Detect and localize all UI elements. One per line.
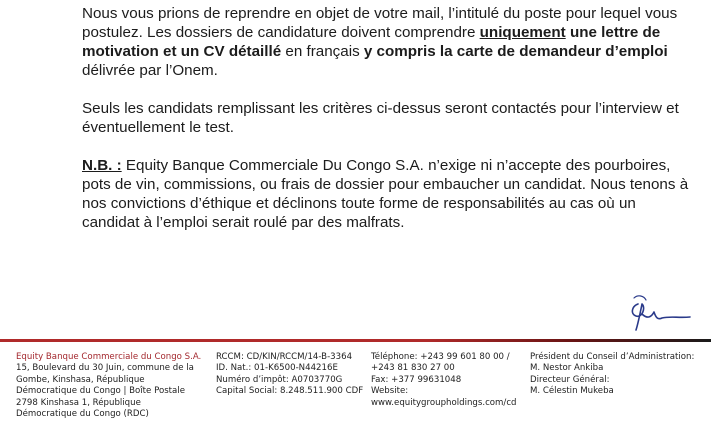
registration-line: RCCM: CD/KIN/RCCM/14-B-3364 <box>216 352 353 362</box>
paragraph-selection-notice: Seuls les candidats remplissant les critères ci-dessus seront contactés pour l’interview et éventuellement le test. <box>82 100 679 136</box>
website-link[interactable]: www.equitygroupholdings.com/cd <box>371 397 517 408</box>
signature-icon <box>624 290 694 334</box>
registration-line: Numéro d’impôt: A0703770G <box>216 374 343 385</box>
letter-body <box>82 4 694 251</box>
text-span: délivrée par l’Onem. <box>82 62 218 79</box>
management-line: Président du Conseil d’Administration: <box>530 352 695 362</box>
contact-line: Téléphone: +243 99 601 80 00 / <box>371 352 510 362</box>
address-line: Démocratique du Congo (RDC) <box>16 409 149 420</box>
address-line: Démocratique du Congo | Boîte Postale <box>16 386 185 397</box>
emphasis-job-seeker-card: y compris la carte de demandeur d’emploi <box>363 43 668 60</box>
footer-address <box>16 352 206 420</box>
contact-line: +243 81 830 27 00 <box>371 363 455 374</box>
company-name: Equity Banque Commerciale du Congo S.A. <box>16 352 202 362</box>
paragraph-application-instructions <box>82 4 694 80</box>
contact-line: Fax: +377 99631048 <box>371 374 462 385</box>
emphasis-uniquement: uniquement <box>479 24 566 41</box>
footer-management <box>530 352 708 398</box>
text-span: Nous vous prions de reprendre en objet de votre mail, l’intitulé du poste pour lequel vous postulez. Les dossiers de candidature doivent comprendre <box>82 5 678 41</box>
nb-label: N.B. : <box>82 157 122 174</box>
registration-line: ID. Nat.: 01-K6500-N44216E <box>216 363 338 374</box>
paragraph-nb-notice <box>82 156 694 232</box>
footer-divider <box>0 339 711 342</box>
footer-contact <box>371 352 521 409</box>
management-line: M. Nestor Ankiba <box>530 363 604 374</box>
contact-line: Website: <box>371 386 409 397</box>
registration-line: Capital Social: 8.248.511.900 CDF <box>216 386 364 397</box>
management-line: M. Célestin Mukeba <box>530 386 614 397</box>
address-line: Gombe, Kinshasa, République <box>16 374 145 385</box>
emphasis-documents: une lettre de motivation et un CV détaillé <box>82 24 661 60</box>
address-line: 2798 Kinshasa 1, République <box>16 397 141 408</box>
text-span: en français <box>281 43 364 60</box>
address-line: 15, Boulevard du 30 Juin, commune de la <box>16 363 194 374</box>
nb-text: Equity Banque Commerciale Du Congo S.A. n’exige ni n’accepte des pourboires, pots de vin, commissions, ou frais de dossier pour embaucher un candidat. Nous tenons à nos convictions d’éthique et déclinons toute forme de responsabilités au cas où un candidat à l’emploi serait roulé par des malfrats. <box>82 157 689 231</box>
management-line: Directeur Général: <box>530 374 610 385</box>
footer-registration <box>216 352 366 398</box>
